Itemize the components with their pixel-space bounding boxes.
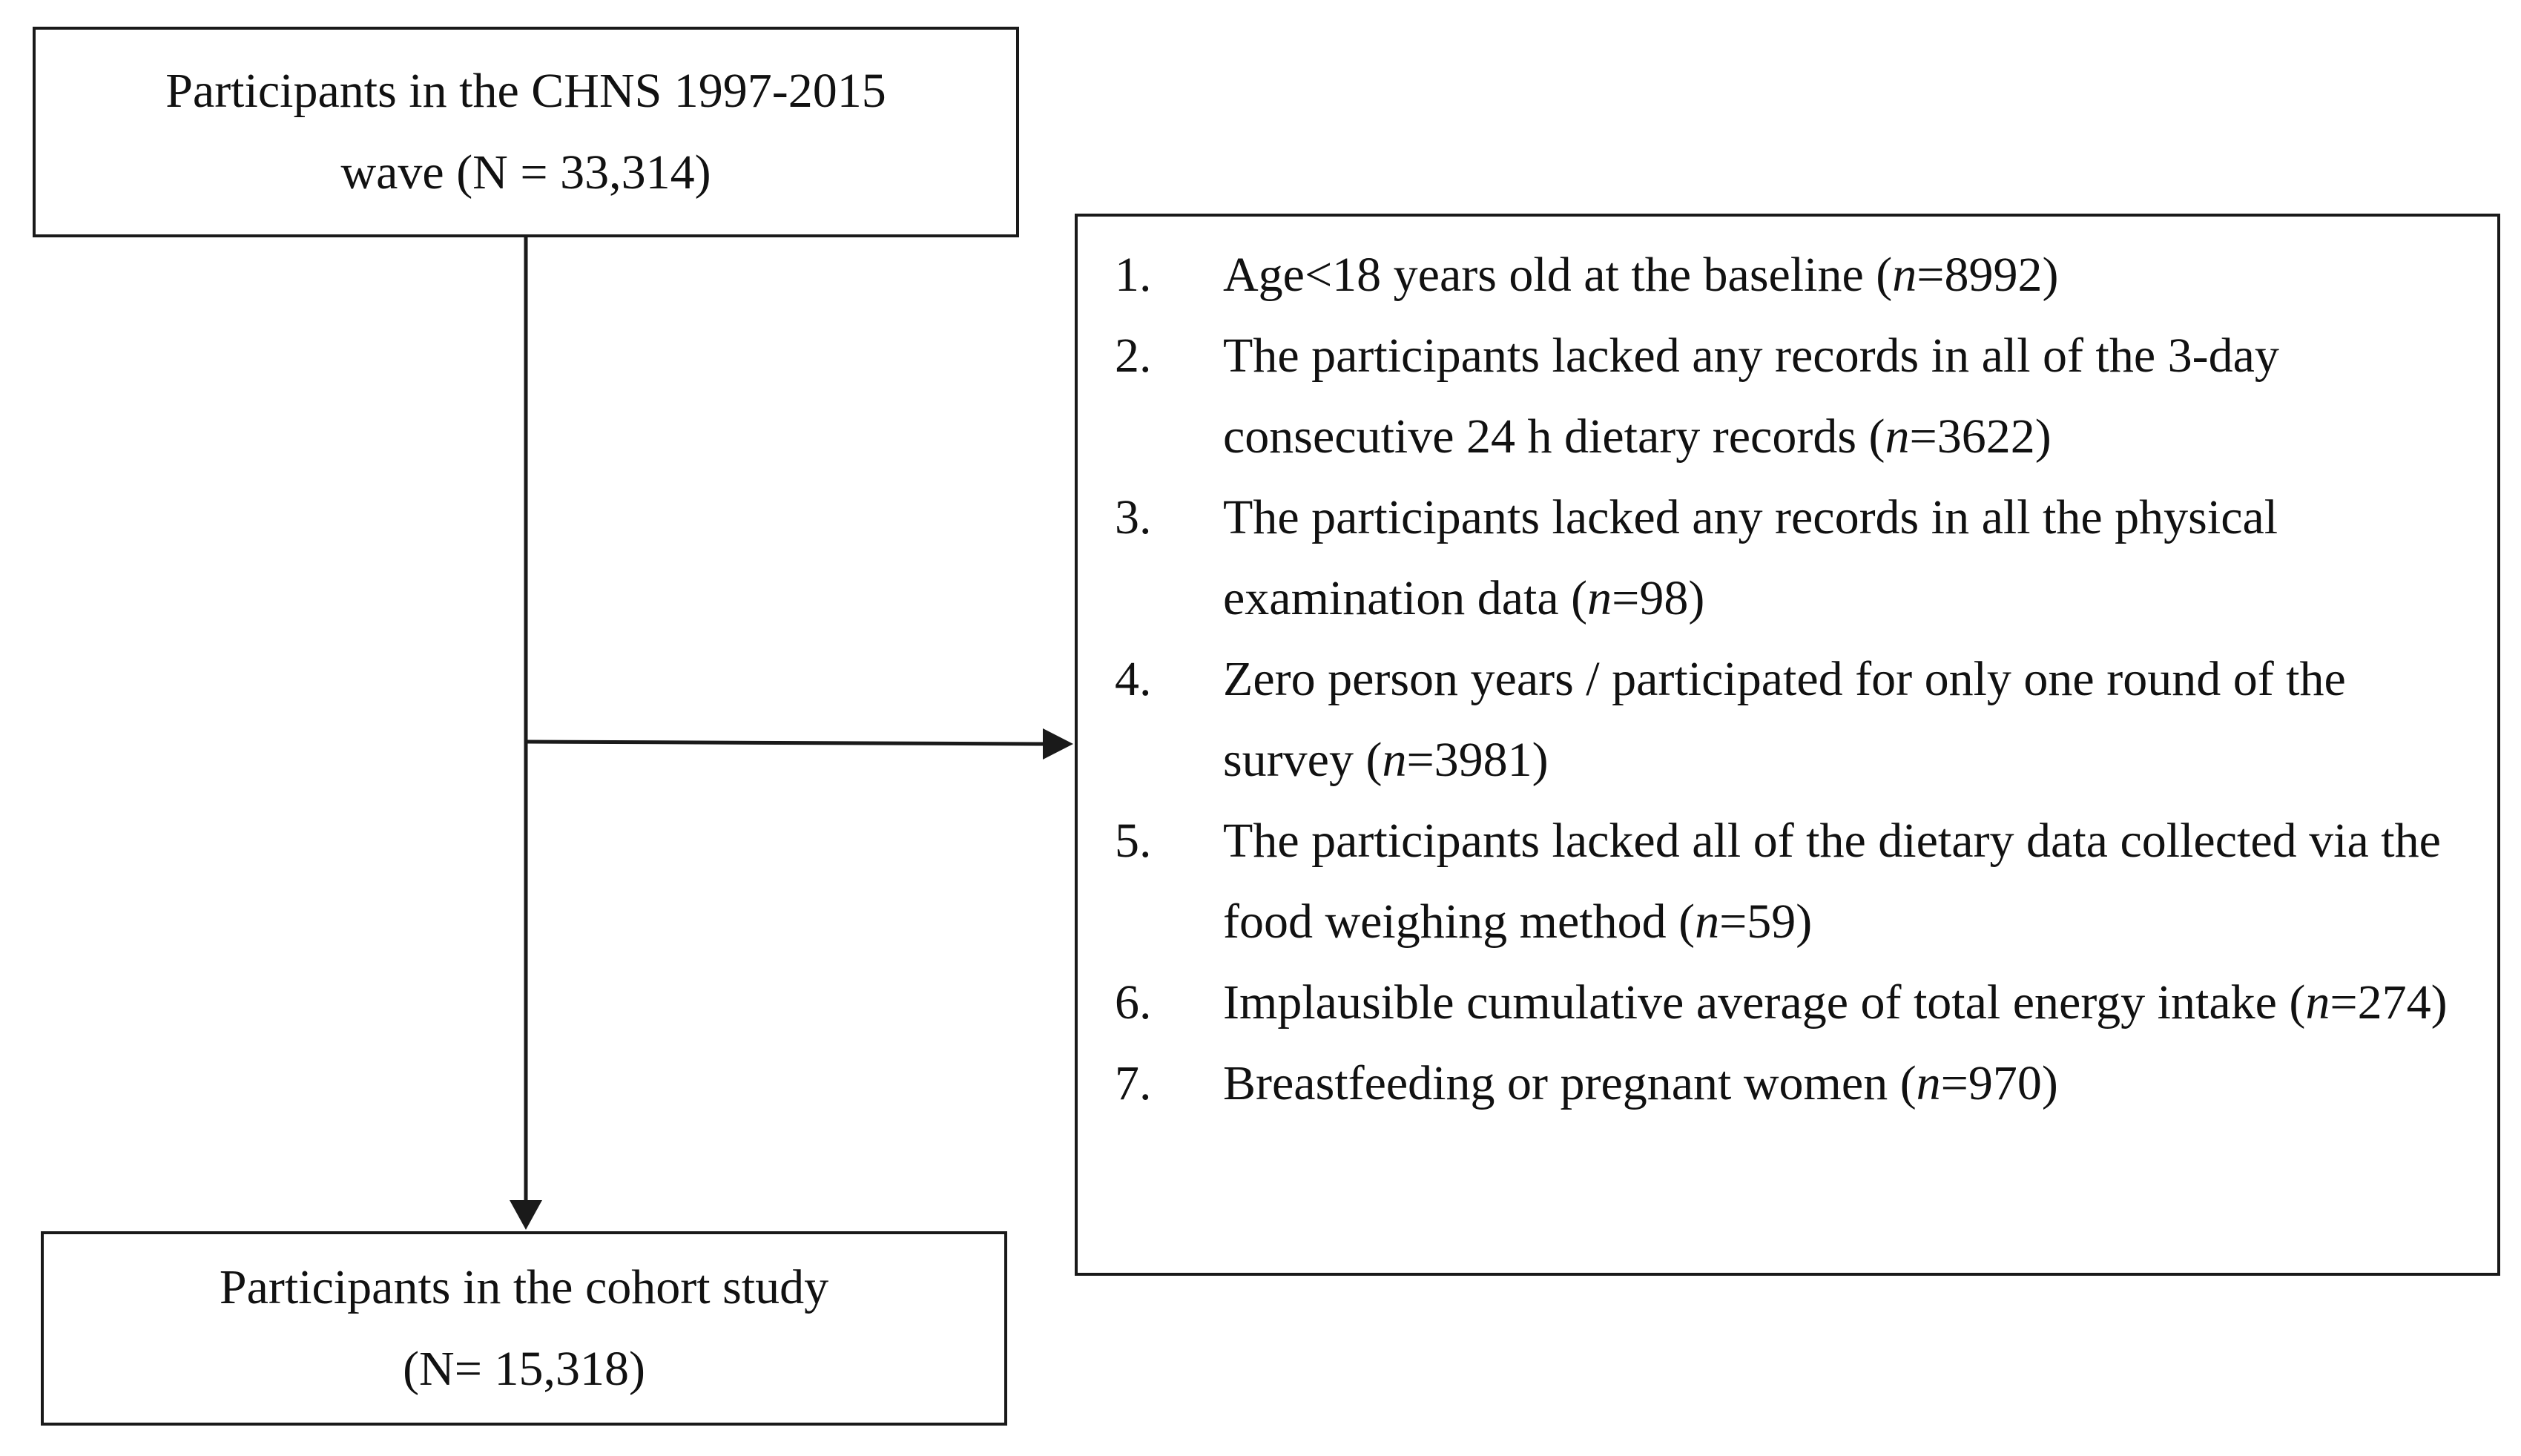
exclusion-item xyxy=(1115,1043,2472,1124)
exclusion-number: 2. xyxy=(1115,329,1152,383)
exclusion-number: 5. xyxy=(1115,814,1152,868)
exclusion-number: 6. xyxy=(1115,975,1152,1030)
exclusion-text: The participants lacked any records in all of the 3-day consecutive 24 h dietary records (n=3622) xyxy=(1223,329,2279,464)
exclusion-item xyxy=(1115,962,2472,1043)
exclusion-text: Breastfeeding or pregnant women (n=970) xyxy=(1223,1056,2058,1110)
exclusion-item xyxy=(1115,234,2472,315)
source-population-box xyxy=(33,27,1019,237)
down-arrowhead xyxy=(510,1200,542,1230)
source-population-line1: Participants in the CHNS 1997-2015 xyxy=(165,64,886,118)
exclusion-text: Age<18 years old at the baseline (n=8992) xyxy=(1223,248,2059,302)
exclusion-number: 1. xyxy=(1115,248,1152,302)
source-population-line2: wave (N = 33,314) xyxy=(340,145,711,200)
exclusion-number: 4. xyxy=(1115,652,1152,706)
right-arrowhead xyxy=(1043,728,1073,760)
exclusion-item xyxy=(1115,315,2472,477)
exclusion-text: Implausible cumulative average of total energy intake (n=274) xyxy=(1223,975,2448,1030)
exclusion-text: Zero person years / participated for only one round of the survey (n=3981) xyxy=(1223,652,2346,787)
cohort-study-line1: Participants in the cohort study xyxy=(219,1260,829,1314)
exclusion-item xyxy=(1115,639,2472,800)
exclusion-text: The participants lacked any records in all the physical examination data (n=98) xyxy=(1223,490,2278,625)
exclusion-text: The participants lacked all of the dietary data collected via the food weighing method (n=59) xyxy=(1223,814,2441,949)
exclusion-number: 3. xyxy=(1115,490,1152,544)
exclusion-item xyxy=(1115,477,2472,639)
exclusion-list xyxy=(1115,234,2472,1124)
cohort-study-line2: (N= 15,318) xyxy=(403,1342,645,1396)
exclusion-criteria-box xyxy=(1075,214,2500,1276)
exclusion-item xyxy=(1115,800,2472,962)
exclusion-number: 7. xyxy=(1115,1056,1152,1110)
cohort-study-box xyxy=(41,1231,1007,1426)
branch-horizontal-line xyxy=(526,742,1046,744)
